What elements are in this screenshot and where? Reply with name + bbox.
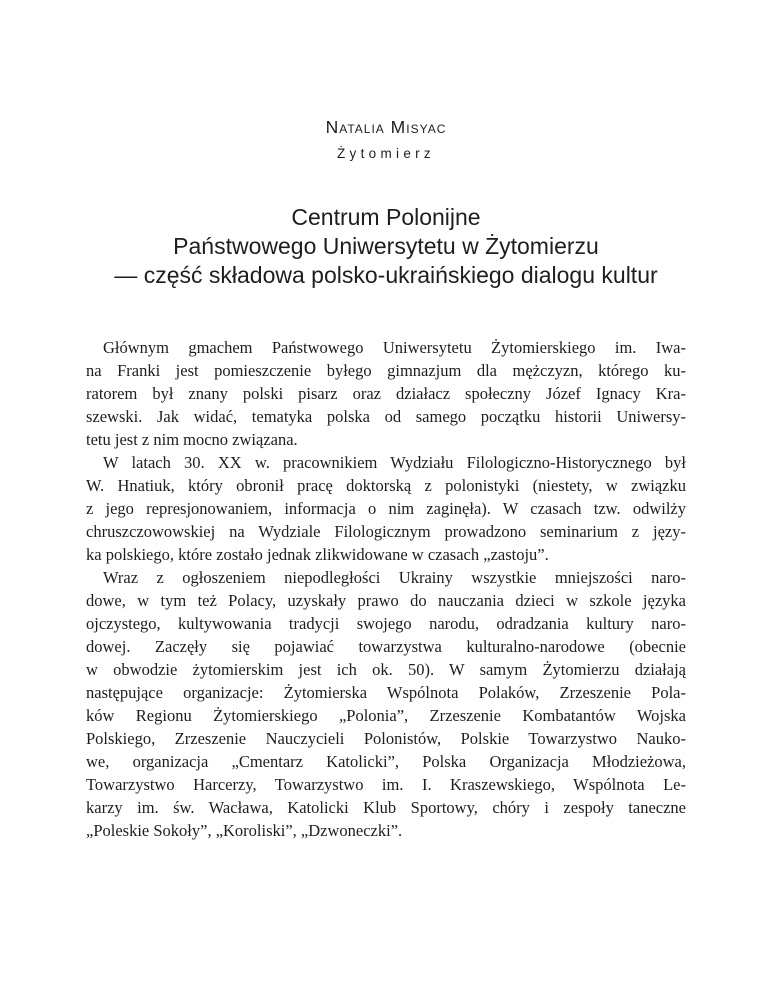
- article-title: [86, 203, 686, 290]
- body-line: dowej. Zaczęły się pojawiać towarzystwa kulturalno-narodowe (obecnie: [86, 637, 686, 656]
- body-line: dowe, w tym też Polacy, uzyskały prawo do nauczania dzieci w szkole języka: [86, 591, 686, 610]
- body-line: Wraz z ogłoszeniem niepodległości Ukrainy wszystkie mniejszości naro-: [103, 568, 686, 587]
- body-line: ków Regionu Żytomierskiego „Polonia”, Zrzeszenie Kombatantów Wojska: [86, 706, 686, 725]
- author-name: Natalia Misyac: [325, 117, 447, 137]
- body-line: we, organizacja „Cmentarz Katolicki”, Polska Organizacja Młodzieżowa,: [86, 752, 686, 771]
- body-line: na Franki jest pomieszczenie byłego gimnazjum dla mężczyzn, którego ku-: [86, 361, 686, 380]
- body-line: W. Hnatiuk, który obronił pracę doktorską z polonistyki (niestety, w związku: [86, 476, 686, 495]
- title-line: Centrum Polonijne: [291, 204, 481, 230]
- body-line: W latach 30. XX w. pracownikiem Wydziału Filologiczno-Historycznego był: [103, 453, 686, 472]
- page: [86, 0, 686, 994]
- body-line: szewski. Jak widać, tematyka polska od samego początku historii Uniwersy-: [86, 407, 686, 426]
- body-line: tetu jest z nim mocno związana.: [86, 430, 298, 449]
- author-affiliation-city: Żytomierz: [337, 146, 435, 161]
- body-line: w obwodzie żytomierskim jest ich ok. 50). W samym Żytomierzu działają: [86, 660, 686, 679]
- body-line: „Poleskie Sokoły”, „Koroliski”, „Dzwoneczki”.: [86, 821, 403, 840]
- title-line: — część składowa polsko-ukraińskiego dialogu kultur: [114, 262, 658, 288]
- body-line: chruszczowowskiej na Wydziale Filologicznym prowadzono seminarium z języ-: [86, 522, 686, 541]
- body-line: Polskiego, Zrzeszenie Nauczycieli Polonistów, Polskie Towarzystwo Nauko-: [86, 729, 686, 748]
- body-line: ojczystego, kultywowania tradycji swojego narodu, odradzania kultury naro-: [86, 614, 686, 633]
- body-line: z jego represjonowaniem, informacja o nim zaginęła). W czasach tzw. odwilży: [86, 499, 686, 518]
- body-line: Towarzystwo Harcerzy, Towarzystwo im. I. Kraszewskiego, Wspólnota Le-: [86, 775, 686, 794]
- body-line: karzy im. św. Wacława, Katolicki Klub Sportowy, chóry i zespoły taneczne: [86, 798, 686, 817]
- article-body: [86, 336, 686, 842]
- body-line: ratorem był znany polski pisarz oraz działacz społeczny Józef Ignacy Kra-: [86, 384, 686, 403]
- body-line: ka polskiego, które zostało jednak zlikwidowane w czasach „zastoju”.: [86, 545, 549, 564]
- body-line: Głównym gmachem Państwowego Uniwersytetu Żytomierskiego im. Iwa-: [103, 338, 686, 357]
- body-line: następujące organizacje: Żytomierska Wspólnota Polaków, Zrzeszenie Pola-: [86, 683, 686, 702]
- title-line: Państwowego Uniwersytetu w Żytomierzu: [173, 233, 599, 259]
